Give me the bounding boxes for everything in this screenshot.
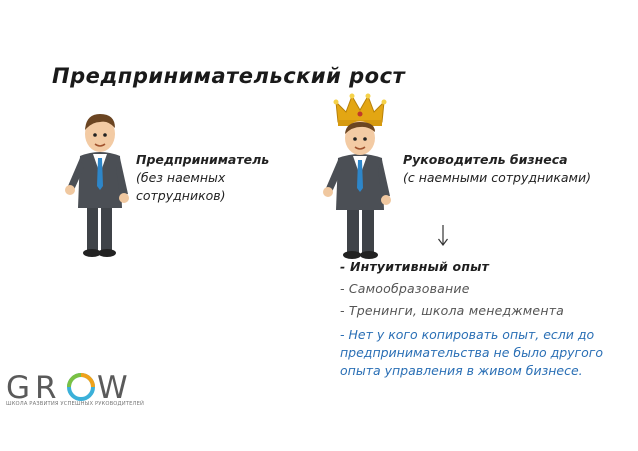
list-item-self-education: - Самообразование [340,281,470,296]
logo-tagline: ШКОЛА РАЗВИТИЯ УСПЕШНЫХ РУКОВОДИТЕЛЕЙ [6,401,145,407]
list-item-intuitive: - Интуитивный опыт [340,259,490,274]
entrepreneur-sub1: (без наемных [136,170,226,185]
leader-heading: Руководитель бизнеса [403,152,568,167]
svg-text:W: W [97,370,128,406]
entrepreneur-caption [136,151,269,205]
list-item-trainings: - Тренинги, школа менеджмента [340,303,565,318]
entrepreneur-sub2: сотрудников) [136,188,226,203]
business-leader-figure [318,92,402,260]
slide-title: Предпринимательский рост [52,64,406,88]
leader-sub1: (с наемными сотрудниками) [403,170,591,185]
note-text: - Нет у кого копировать опыт, если до предпринимательства не было другого опыта управления в живом бизнесе. [340,327,603,378]
svg-text:R: R [35,370,60,406]
entrepreneur-figure [62,108,138,258]
leader-caption [403,151,591,187]
entrepreneur-heading: Предприниматель [136,152,270,167]
experience-list [340,256,564,322]
arrow-down-icon [437,224,449,246]
svg-text:G: G [6,370,34,406]
